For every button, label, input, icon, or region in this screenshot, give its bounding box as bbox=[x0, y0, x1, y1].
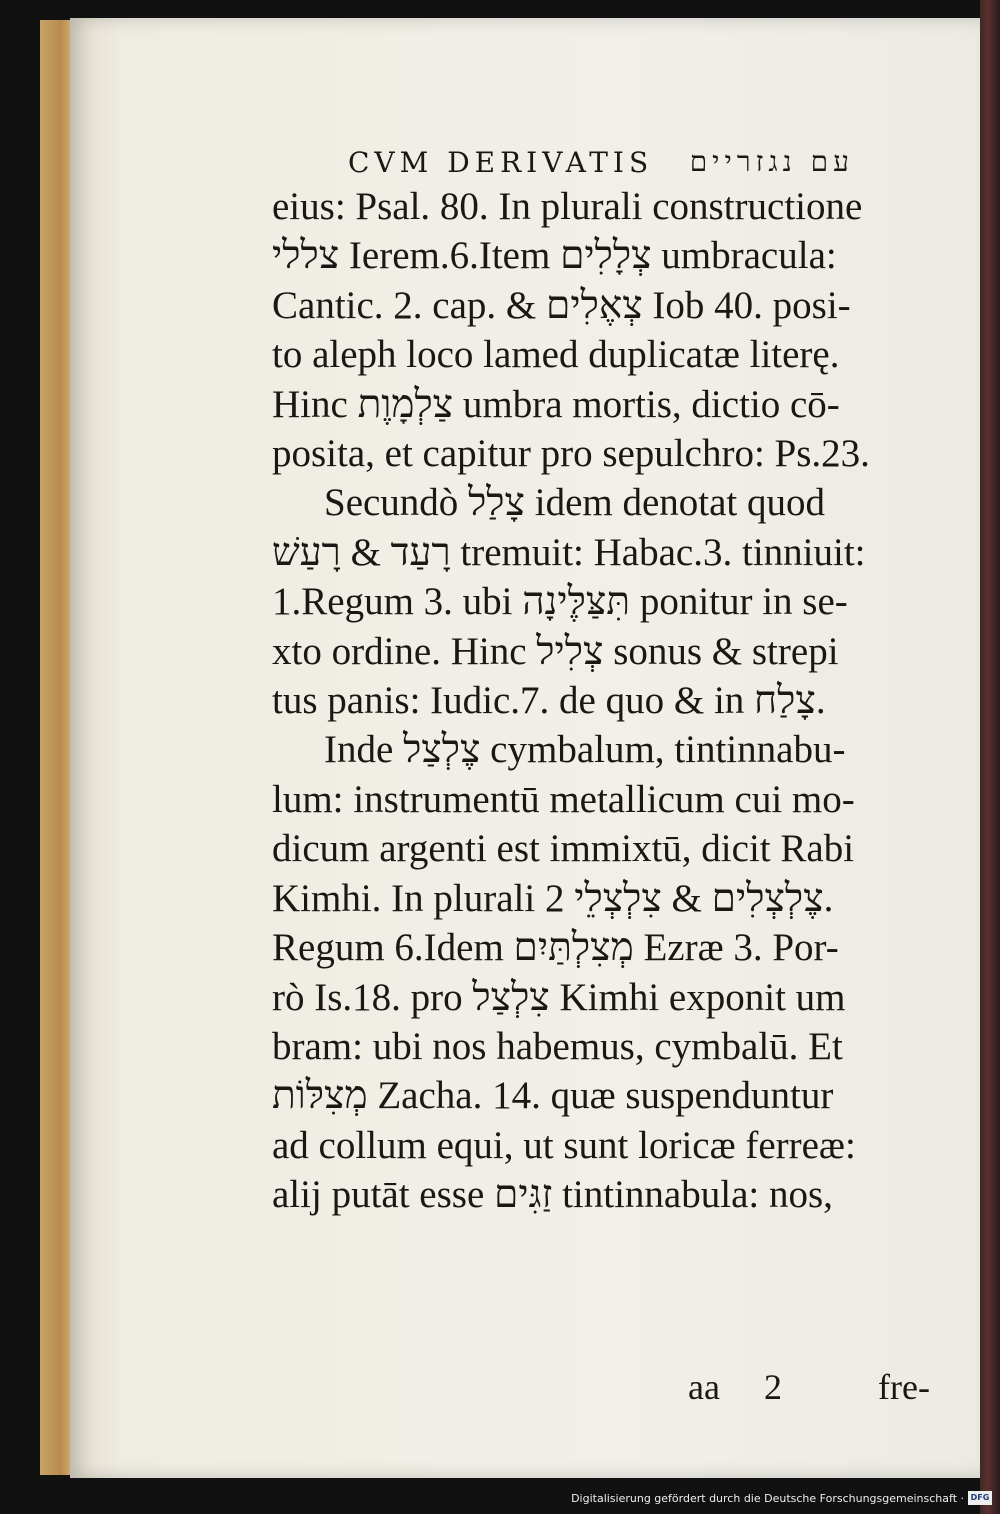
page-text bbox=[272, 142, 942, 1407]
text-line: צללי Ierem.6.Item צְלָלִים umbracula: bbox=[272, 234, 837, 278]
digitization-credit bbox=[571, 1488, 992, 1508]
text-line: ad collum equi, ut sunt loricæ ferreæ: bbox=[272, 1123, 856, 1167]
signature-mark: aa bbox=[688, 1367, 720, 1407]
page-footer bbox=[272, 1366, 942, 1416]
text-line: to aleph loco lamed duplicatæ literę. bbox=[272, 333, 840, 377]
signature-number: 2 bbox=[764, 1367, 782, 1407]
text-line: tus panis: Iudic.7. de quo & in צָלַח. bbox=[272, 679, 826, 723]
text-line: Regum 6.Idem מְצִלְתַּיִם Ezræ 3. Por- bbox=[272, 926, 839, 970]
text-line: lum: instrumentū metallicum cui mo- bbox=[272, 777, 855, 821]
text-line: רָעַד & רָעַשׁ tremuit: Habac.3. tinniuit: bbox=[272, 530, 866, 574]
dfg-logo: DFG bbox=[968, 1491, 992, 1505]
header-hebrew: עם נגזריים bbox=[689, 145, 854, 178]
text-line: xto ordine. Hinc צְלִיל sonus & strepi bbox=[272, 629, 839, 673]
text-line: posita, et capitur pro sepulchro: Ps.23. bbox=[272, 432, 870, 476]
text-line: alij putāt esse זַגִּים tintinnabula: nos, bbox=[272, 1173, 833, 1217]
text-line: dicum argenti est immixtū, dicit Rabi bbox=[272, 827, 855, 871]
text-line: Kimhi. In plurali צֶלְצְלִים & צִלְצְלֵי 2. bbox=[272, 876, 834, 920]
credit-text: Digitalisierung gefördert durch die Deutsche Forschungsgemeinschaft · bbox=[571, 1491, 964, 1505]
catchword: fre- bbox=[878, 1367, 930, 1407]
text-line: Inde צֶלְצַל cymbalum, tintinnabu- bbox=[324, 728, 846, 772]
text-line: bram: ubi nos habemus, cymbalū. Et bbox=[272, 1024, 843, 1068]
text-line: Hinc צַלְמָוֶת umbra mortis, dictio cō- bbox=[272, 382, 840, 426]
book-cover-edge bbox=[980, 0, 1000, 1514]
text-line: 1.Regum 3. ubi תִּצַּלֶּינָה ponitur in se- bbox=[272, 580, 848, 624]
running-header bbox=[272, 142, 942, 182]
text-line: rò Is.18. pro צִלְצַל Kimhi exponit um bbox=[272, 975, 846, 1019]
text-line: eius: Psal. 80. In plurali constructione bbox=[272, 185, 863, 228]
header-latin: CVM DERIVATIS bbox=[348, 145, 654, 179]
text-line: מְצִלּוֹת Zacha. 14. quæ suspenduntur bbox=[272, 1074, 834, 1118]
text-line: Cantic. 2. cap. & צְאֶלִים Iob 40. posi- bbox=[272, 283, 851, 327]
text-line: Secundò צָלַל idem denotat quod bbox=[324, 481, 826, 525]
